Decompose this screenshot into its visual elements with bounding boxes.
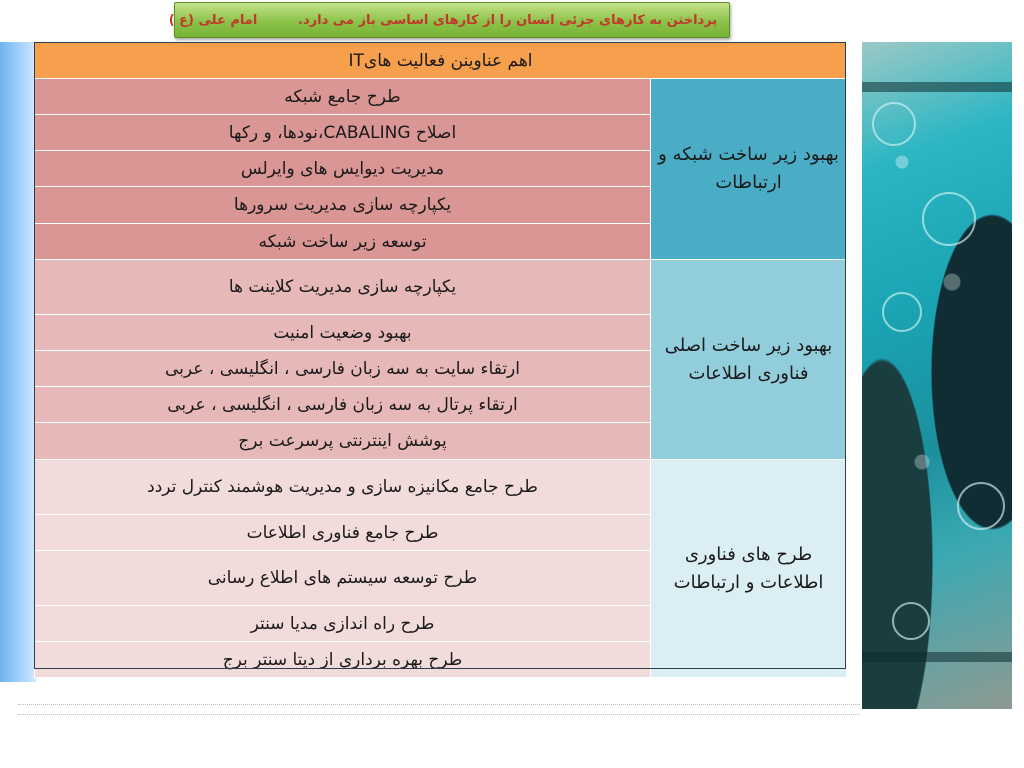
activity-cell: پوشش اینترنتی پرسرعت برج (35, 423, 651, 460)
table-row (35, 460, 847, 515)
turquoise-bowl-photo (862, 42, 1012, 709)
it-activities-table (34, 42, 847, 678)
activity-cell: طرح جامع مکانیزه سازی و مدیریت هوشمند کنترل تردد (35, 460, 651, 515)
table-header: اهم عناوینن فعالیت هایIT (35, 43, 847, 79)
activity-cell: ارتقاء سایت به سه زبان فارسی ، انگلیسی ، عربی (35, 351, 651, 387)
activity-cell: بهبود وضعیت امنیت (35, 315, 651, 351)
activity-cell: طرح جامع فناوری اطلاعات (35, 515, 651, 551)
activity-cell: مدیریت دیوایس های وایرلس (35, 151, 651, 187)
activity-cell: توسعه زیر ساخت شبکه (35, 224, 651, 260)
footer-divider (18, 704, 860, 705)
table-row (35, 79, 847, 115)
activity-cell: طرح توسعه سیستم های اطلاع رسانی (35, 551, 651, 606)
activity-cell: طرح جامع شبکه (35, 79, 651, 115)
activity-cell: یکپارچه سازی مدیریت سرورها (35, 187, 651, 224)
quote-banner (168, 2, 730, 38)
activity-cell: طرح راه اندازی مدیا سنتر (35, 606, 651, 642)
activity-cell: ارتقاء پرتال به سه زبان فارسی ، انگلیسی ، عربی (35, 387, 651, 423)
banner-attribution: امام علی (ع ) (168, 12, 258, 28)
category-cell: بهبود زیر ساخت اصلی فناوری اطلاعات (651, 260, 847, 460)
banner-quote: پرداختن به کارهای جزئی انسان را از کارهای اساسی باز می دارد. (298, 12, 718, 28)
footer-divider (18, 714, 860, 715)
activity-cell: طرح بهره برداری از دیتا سنتر برج (35, 642, 651, 678)
table-row (35, 260, 847, 315)
table-header-row (35, 43, 847, 79)
activity-cell: یکپارچه سازی مدیریت کلاینت ها (35, 260, 651, 315)
left-gradient-bar (0, 42, 36, 682)
activity-cell: اصلاح CABALING،نودها، و رکها (35, 115, 651, 151)
category-cell: بهبود زیر ساخت شبکه و ارتباطات (651, 79, 847, 260)
category-cell: طرح های فناوری اطلاعات و ارتباطات (651, 460, 847, 678)
